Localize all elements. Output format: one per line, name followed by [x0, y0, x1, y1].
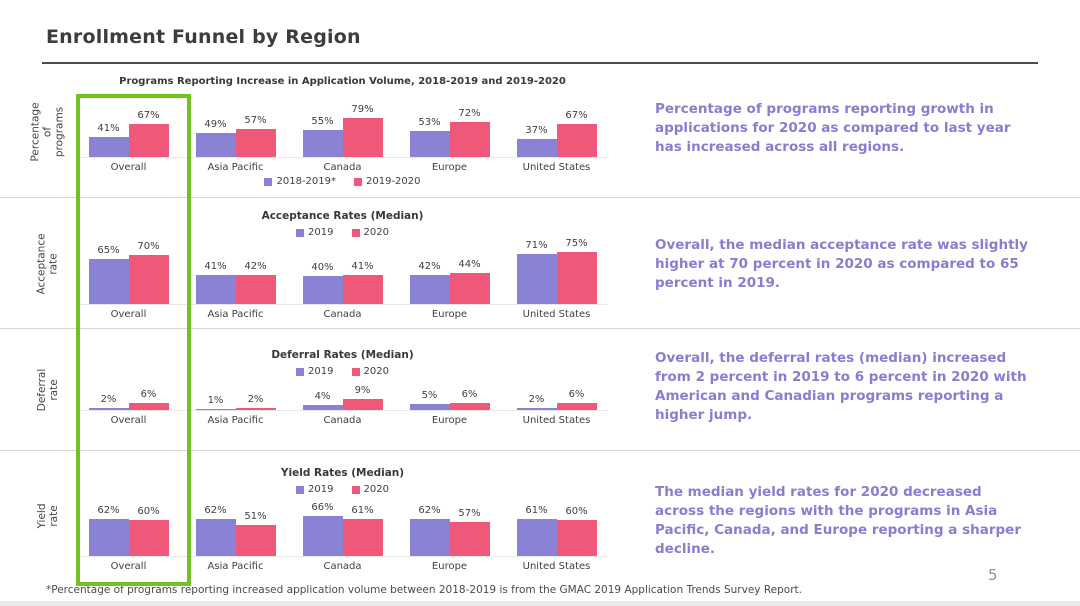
chart-row-3: [0, 328, 1080, 451]
bar-value-label: 72%: [458, 107, 481, 119]
bar-2019-Overall: [89, 519, 129, 556]
chart-title: Acceptance Rates (Median): [261, 210, 424, 222]
bar-2020-United States: [557, 403, 597, 410]
bar-group-europe: [396, 66, 503, 197]
row-axis-label-box: [26, 451, 70, 581]
category-label: Overall: [110, 162, 147, 173]
bar-2018-2019*-Overall: [89, 137, 129, 157]
chart-row-4: [0, 450, 1080, 581]
chart-row-1: [0, 66, 1080, 197]
bar-2019-2020-Canada: [343, 118, 383, 157]
legend-label: 2020: [363, 366, 389, 377]
bar-group-canada: [289, 329, 396, 451]
category-label: Asia Pacific: [207, 561, 264, 572]
bar-value-label: 37%: [525, 124, 548, 136]
bar-value-label: 40%: [311, 262, 334, 273]
bar-2019-2020-Europe: [450, 122, 490, 157]
bar-value-label: 79%: [351, 104, 374, 116]
bar-2020-Europe: [450, 273, 490, 304]
bar-2019-Asia Pacific: [196, 519, 236, 556]
bar-group-asia-pacific: [182, 66, 289, 197]
bar-2020-Overall: [129, 403, 169, 410]
bar-value-label: 67%: [137, 110, 160, 122]
bar-2018-2019*-Europe: [410, 131, 450, 157]
bar-2019-Canada: [303, 516, 343, 556]
bar-value-label: 70%: [137, 241, 160, 252]
bar-2020-Canada: [343, 275, 383, 304]
bar-value-label: 49%: [204, 119, 227, 130]
bar-group-united-states: [503, 329, 610, 451]
bar-value-label: 60%: [137, 506, 160, 517]
bar-value-label: 42%: [244, 260, 267, 272]
bar-group-asia-pacific: [182, 198, 289, 329]
bar-2019-Europe: [410, 519, 450, 556]
bar-2020-Europe: [450, 522, 490, 556]
bar-value-label: 65%: [97, 244, 120, 256]
insight-text: Overall, the median acceptance rate was slightly higher at 70 percent in 2020 as compared to 65 percent in 2019.: [655, 237, 1028, 291]
bar-group-canada: [289, 66, 396, 197]
category-label: Canada: [323, 415, 362, 426]
bar-value-label: 41%: [204, 261, 227, 273]
bar-2020-United States: [557, 520, 597, 556]
category-label: Asia Pacific: [207, 415, 264, 426]
category-label: Europe: [431, 415, 468, 426]
bar-2019-Canada: [303, 405, 343, 410]
row-axis-label: Yield rate: [36, 503, 60, 529]
category-label: United States: [522, 415, 591, 426]
bar-2018-2019*-Asia Pacific: [196, 133, 236, 157]
bar-value-label: 61%: [351, 505, 374, 517]
row-axis-label-box: [26, 198, 70, 329]
bar-2019-Canada: [303, 276, 343, 304]
bar-2019-Overall: [89, 408, 129, 410]
category-label: Asia Pacific: [207, 162, 264, 173]
bar-group-overall: [75, 66, 182, 197]
category-label: Overall: [110, 309, 147, 320]
bar-2019-United States: [517, 519, 557, 556]
bar-2020-Overall: [129, 520, 169, 556]
bar-2019-United States: [517, 408, 557, 410]
bar-2019-2020-Overall: [129, 124, 169, 157]
bar-value-label: 71%: [525, 240, 548, 252]
bar-chart: [75, 198, 610, 329]
bar-value-label: 55%: [311, 116, 334, 128]
bar-2020-Asia Pacific: [236, 408, 276, 410]
legend-label: 2019: [308, 484, 334, 495]
bar-value-label: 57%: [458, 507, 481, 519]
bar-value-label: 62%: [204, 504, 227, 516]
bar-2020-Europe: [450, 403, 490, 410]
bar-2019-2020-United States: [557, 124, 597, 157]
bar-value-label: 61%: [525, 505, 548, 517]
bar-value-label: 51%: [244, 511, 267, 523]
bottom-edge-strip: [0, 601, 1080, 606]
bar-2020-United States: [557, 252, 597, 305]
row-axis-label: Percentage of programs: [30, 101, 67, 162]
bar-group-europe: [396, 329, 503, 451]
bar-2019-Asia Pacific: [196, 275, 236, 304]
page-number: 5: [988, 566, 998, 584]
bar-value-label: 2%: [247, 393, 264, 405]
bar-2019-Asia Pacific: [196, 409, 236, 411]
bar-value-label: 57%: [244, 115, 267, 127]
bar-2019-Overall: [89, 259, 129, 305]
bar-value-label: 9%: [354, 385, 371, 397]
bar-2019-Europe: [410, 275, 450, 304]
legend-label: 2019: [308, 227, 334, 238]
bar-group-overall: [75, 451, 182, 581]
bar-value-label: 4%: [314, 391, 331, 403]
bar-group-canada: [289, 198, 396, 329]
bar-2020-Overall: [129, 255, 169, 304]
bar-value-label: 6%: [140, 388, 157, 400]
category-label: Canada: [323, 561, 362, 572]
insight-text: Percentage of programs reporting growth in applications for 2020 as compared to last year has increased across all regions.: [655, 101, 1011, 155]
title-divider: [42, 62, 1038, 64]
bar-value-label: 67%: [565, 110, 588, 122]
bar-value-label: 6%: [461, 388, 478, 400]
bar-value-label: 41%: [351, 261, 374, 273]
bar-group-overall: [75, 198, 182, 329]
bar-2019-Europe: [410, 404, 450, 410]
bar-value-label: 41%: [97, 122, 120, 134]
bar-2020-Canada: [343, 399, 383, 410]
bar-2018-2019*-Canada: [303, 130, 343, 157]
bar-group-united-states: [503, 451, 610, 581]
row-axis-label-box: [26, 66, 70, 197]
category-label: United States: [522, 561, 591, 572]
row-axis-label: Deferral rate: [36, 368, 60, 412]
category-label: Canada: [323, 309, 362, 320]
bar-value-label: 44%: [458, 259, 481, 271]
row-axis-label: Acceptance rate: [36, 232, 61, 295]
bar-value-label: 62%: [97, 504, 120, 516]
insight-text: Overall, the deferral rates (median) increased from 2 percent in 2019 to 6 percent in 2020 with American and Canadian programs reporting a higher jump.: [655, 350, 1027, 423]
bar-chart: [75, 66, 610, 197]
bar-value-label: 53%: [418, 117, 441, 129]
bar-group-overall: [75, 329, 182, 451]
legend-label: 2019: [308, 366, 334, 377]
bar-group-europe: [396, 451, 503, 581]
bar-2020-Asia Pacific: [236, 525, 276, 556]
bar-chart: [75, 329, 610, 451]
bar-group-europe: [396, 198, 503, 329]
bar-value-label: 2%: [100, 393, 117, 405]
bar-value-label: 60%: [565, 506, 588, 517]
bar-value-label: 66%: [311, 502, 334, 514]
category-label: United States: [522, 162, 591, 173]
bar-2019-United States: [517, 254, 557, 304]
bar-chart: [75, 451, 610, 581]
chart-title: Yield Rates (Median): [280, 467, 405, 479]
row-axis-label-box: [26, 329, 70, 451]
category-label: Europe: [431, 561, 468, 572]
bar-2020-Canada: [343, 519, 383, 556]
bar-group-asia-pacific: [182, 451, 289, 581]
category-label: Europe: [431, 162, 468, 173]
bar-value-label: 42%: [418, 260, 441, 272]
bar-value-label: 6%: [568, 388, 585, 400]
category-label: Europe: [431, 309, 468, 320]
bar-2020-Asia Pacific: [236, 275, 276, 304]
bar-value-label: 5%: [421, 390, 438, 401]
legend-label: 2020: [363, 227, 389, 238]
category-label: Asia Pacific: [207, 309, 264, 320]
legend-label: 2018-2019*: [276, 176, 336, 187]
page-title: Enrollment Funnel by Region: [46, 26, 361, 48]
category-label: Overall: [110, 415, 147, 426]
category-label: Overall: [110, 561, 147, 572]
chart-title: Programs Reporting Increase in Application Volume, 2018-2019 and 2019-2020: [119, 76, 566, 87]
bar-value-label: 75%: [565, 237, 588, 249]
chart-title: Deferral Rates (Median): [271, 349, 414, 361]
category-label: Canada: [323, 162, 362, 173]
bar-2018-2019*-United States: [517, 139, 557, 157]
bar-group-canada: [289, 451, 396, 581]
bar-2019-2020-Asia Pacific: [236, 129, 276, 157]
bar-group-united-states: [503, 66, 610, 197]
legend-label: 2019-2020: [366, 176, 421, 187]
bar-group-asia-pacific: [182, 329, 289, 451]
insight-text: The median yield rates for 2020 decreased across the regions with the programs in Asia Pacific, Canada, and Europe reporting a sharper decline.: [655, 484, 1021, 557]
chart-row-2: [0, 197, 1080, 329]
bar-value-label: 1%: [207, 394, 224, 406]
bar-value-label: 62%: [418, 504, 441, 516]
bar-value-label: 2%: [528, 393, 545, 405]
bar-group-united-states: [503, 198, 610, 329]
legend-label: 2020: [363, 484, 389, 495]
footnote: *Percentage of programs reporting increased application volume between 2018-2019 is from the GMAC 2019 Application Trends Survey Report.: [46, 584, 802, 596]
category-label: United States: [522, 309, 591, 320]
